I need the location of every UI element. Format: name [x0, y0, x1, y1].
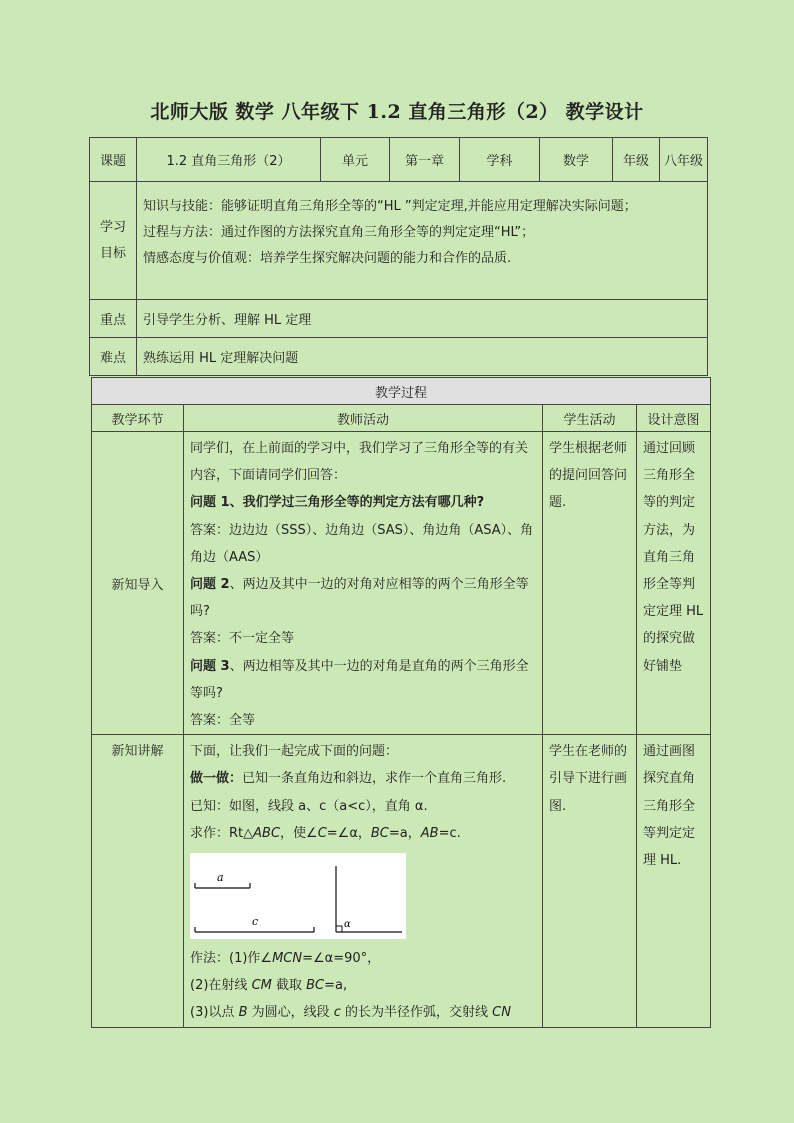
column-header: 设计意图	[637, 405, 711, 432]
method-step-3	[190, 999, 537, 1026]
method3-c: c	[333, 1005, 341, 1021]
try-it-text: 已知一条直角边和斜边，求作一个直角三角形.	[242, 771, 507, 787]
key-point-row	[90, 300, 708, 338]
topic-label: 课题	[90, 138, 137, 182]
teacher-activity-lecture	[184, 735, 543, 1027]
segment-a-label: a	[217, 871, 224, 885]
try-it-label: 做一做：	[190, 771, 243, 787]
question-1-text: 、我们学过三角形全等的判定方法有哪几种?	[229, 495, 485, 511]
construct-bc: BC	[370, 825, 389, 841]
construct-line	[190, 820, 537, 847]
construct-c: C	[317, 825, 327, 841]
question-2-label: 问题 2	[190, 577, 230, 593]
method1-prefix: 作法：(1)作	[190, 951, 261, 967]
goals-label-line1: 学习	[99, 219, 126, 235]
method-step-2	[190, 972, 537, 999]
unit-label: 单元	[321, 138, 390, 182]
method3-mid: 为圆心，线段	[247, 1005, 334, 1021]
info-table	[89, 137, 708, 376]
difficulty-label: 难点	[90, 338, 137, 376]
method2-prefix: (2)在射线	[190, 978, 252, 994]
goals-row	[90, 182, 708, 300]
try-it-line	[190, 765, 537, 792]
construct-triangle: △ABC	[243, 825, 281, 841]
question-1-label: 问题 1	[190, 495, 230, 511]
question-3-text: 、两边相等及其中一边的对角是直角的两个三角形全等吗?	[190, 658, 529, 701]
angle-alpha-label: α	[344, 919, 351, 931]
grade-label: 年级	[613, 138, 660, 182]
stage-intro: 新知导入	[92, 432, 184, 735]
teacher-activity-intro	[184, 432, 543, 735]
answer-1: 答案：边边边（SSS）、边角边（SAS）、角边角（ASA）、角角边（AAS）	[190, 522, 534, 565]
intro-text: 同学们，在上前面的学习中，我们学习了三角形全等的有关内容，下面请同学们回答：	[190, 441, 529, 484]
question-3	[190, 653, 537, 707]
method3-mid2: 的长为半径作弧，交射线	[340, 1005, 493, 1021]
answer-3: 答案：全等	[190, 713, 256, 729]
goal-item: 知识与技能：能够证明直角三角形全等的“HL ”判定定理,并能应用定理解决实际问题；	[143, 198, 637, 214]
page-title: 北师大版 数学 八年级下 1.2 直角三角形（2） 教学设计	[150, 101, 644, 123]
subject-label: 学科	[460, 138, 540, 182]
unit-value: 第一章	[390, 138, 460, 182]
key-point-label: 重点	[90, 300, 137, 338]
topic-row	[90, 138, 708, 182]
construct-mid: ，使∠	[280, 825, 318, 841]
difficulty-row	[90, 338, 708, 376]
section-lecture-row	[92, 735, 711, 1027]
construct-eq2: =a，	[388, 825, 421, 841]
method2-mid: 截取	[271, 978, 307, 994]
difficulty-value: 熟练运用 HL 定理解决问题	[137, 338, 708, 376]
construct-prefix: 求作：Rt	[190, 825, 244, 841]
construct-ab: AB	[420, 825, 439, 841]
construct-eq1: =∠α，	[326, 825, 371, 841]
method1-suffix: =∠α=90°，	[302, 951, 381, 967]
answer-2: 答案：不一定全等	[190, 631, 295, 647]
student-activity-intro: 学生根据老师的提问回答问题.	[543, 432, 637, 735]
method-step-1	[190, 945, 537, 972]
column-header: 教师活动	[184, 405, 543, 432]
process-header: 教学过程	[92, 378, 711, 405]
method2-cm: CM	[251, 978, 272, 994]
question-1	[190, 489, 537, 516]
process-table	[91, 377, 711, 1028]
method2-suffix: =a,	[324, 978, 348, 994]
topic-value: 1.2 直角三角形（2）	[137, 138, 321, 182]
lecture-line: 下面，让我们一起完成下面的问题：	[190, 744, 399, 760]
column-header-row	[92, 405, 711, 432]
question-2-text: 、两边及其中一边的对角对应相等的两个三角形全等吗?	[190, 577, 529, 620]
goals-label	[90, 182, 137, 300]
method3-prefix: (3)以点	[190, 1005, 239, 1021]
key-point-value: 引导学生分析、理解 HL 定理	[137, 300, 708, 338]
student-activity-lecture: 学生在老师的引导下进行画图.	[543, 735, 637, 1027]
design-intent-intro: 通过回顾三角形全等的判定方法，为直角三角形全等判定定理 HL 的探究做好铺垫	[637, 432, 711, 735]
method1-angle: ∠MCN	[260, 951, 303, 967]
method3-cn: CN	[492, 1005, 511, 1021]
method3-b: B	[238, 1005, 248, 1021]
subject-value: 数学	[540, 138, 613, 182]
section-intro-row	[92, 432, 711, 735]
segment-c-label: c	[252, 915, 259, 929]
question-2	[190, 571, 537, 625]
goals-content	[137, 182, 708, 300]
column-header: 教学环节	[92, 405, 184, 432]
design-intent-lecture: 通过画图探究直角三角形全等判定定理 HL.	[637, 735, 711, 1027]
process-header-row	[92, 378, 711, 405]
goals-label-line2: 目标	[99, 245, 126, 261]
grade-value: 八年级	[660, 138, 708, 182]
stage-lecture: 新知讲解	[92, 735, 184, 1027]
question-3-label: 问题 3	[190, 658, 230, 674]
method2-bc: BC	[306, 978, 325, 994]
goal-item: 情感态度与价值观：培养学生探究解决问题的能力和合作的品质.	[143, 250, 512, 266]
given-line: 已知：如图，线段 a、c（a<c），直角 α.	[190, 798, 428, 814]
column-header: 学生活动	[543, 405, 637, 432]
goal-item: 过程与方法：通过作图的方法探究直角三角形全等的判定定理“HL”；	[143, 224, 535, 240]
construction-figure	[190, 853, 406, 939]
construct-eq3: =c.	[438, 825, 461, 841]
right-angle-marker	[336, 926, 342, 932]
